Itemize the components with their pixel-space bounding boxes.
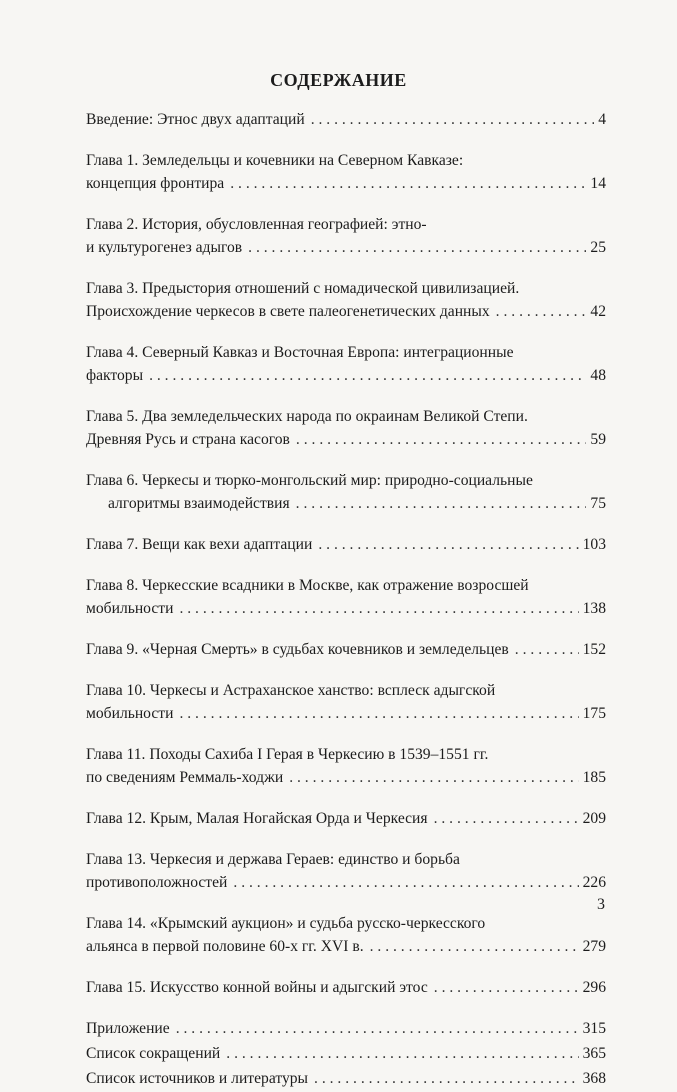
toc-entry-text: Глава 9. «Черная Смерть» в судьбах кочевников и земледельцев: [86, 641, 509, 658]
leader-dots: [515, 638, 579, 661]
toc-entry-text: Глава 2. История, обусловленная географией: этно-: [86, 216, 427, 233]
leader-dots: [149, 364, 586, 387]
toc-entry-chapter-5[interactable]: [86, 405, 606, 451]
toc-entry-text: Глава 4. Северный Кавказ и Восточная Европа: интеграционные: [86, 344, 514, 361]
toc-entry-text: факторы: [86, 367, 144, 384]
toc-page-number: 138: [582, 600, 606, 617]
toc-entry-text: Глава 15. Искусство конной войны и адыгский этос: [86, 979, 428, 996]
toc-page-number: 185: [582, 769, 606, 786]
toc-entry-text: мобильности: [86, 600, 174, 617]
toc-entry-chapter-4[interactable]: [86, 341, 606, 387]
toc-entry-text: Глава 11. Походы Сахиба I Герая в Черкесию в 1539–1551 гг.: [86, 746, 489, 763]
toc-entry-text: Глава 8. Черкесские всадники в Москве, как отражение возросшей: [86, 577, 529, 594]
leader-dots: [296, 492, 587, 515]
toc-entry-chapter-9[interactable]: [86, 638, 606, 661]
toc-page-number: 48: [590, 367, 606, 384]
toc-entry-chapter-1[interactable]: [86, 149, 606, 195]
toc-entry-chapter-12[interactable]: [86, 807, 606, 830]
toc-page-number: 103: [582, 536, 606, 553]
leader-dots: [233, 871, 578, 894]
toc-page-number: 368: [582, 1070, 606, 1087]
leader-dots: [311, 108, 595, 131]
toc-page-number: 4: [598, 111, 606, 128]
toc-page-number: 279: [582, 938, 606, 955]
toc-entry-text: Глава 3. Предыстория отношений с номадической цивилизацией.: [86, 280, 520, 297]
page-number: 3: [597, 896, 605, 913]
toc-entry-text: Введение: Этнос двух адаптаций: [86, 111, 305, 128]
leader-dots: [434, 976, 579, 999]
toc-entry-text: по сведениям Реммаль-ходжи: [86, 769, 284, 786]
toc-entry-chapter-11[interactable]: [86, 743, 606, 789]
toc-entry-text: Глава 5. Два земледельческих народа по окраинам Великой Степи.: [86, 408, 528, 425]
toc-entry-text: Глава 6. Черкесы и тюрко-монгольский мир: природно-социальные: [86, 472, 533, 489]
toc-page-number: 14: [590, 175, 606, 192]
leader-dots: [289, 766, 578, 789]
leader-dots: [179, 702, 578, 725]
toc-page-number: 296: [582, 979, 606, 996]
leader-dots: [176, 1017, 579, 1040]
toc-page-number: 315: [582, 1020, 606, 1037]
leader-dots: [318, 533, 578, 556]
toc-page-number: 75: [590, 495, 606, 512]
page-title: СОДЕРЖАНИЕ: [270, 70, 407, 90]
toc-entry-chapter-8[interactable]: [86, 574, 606, 620]
toc-entry-chapter-2[interactable]: [86, 213, 606, 259]
toc-entry-chapter-14[interactable]: [86, 912, 606, 958]
toc-entry-chapter-10[interactable]: [86, 679, 606, 725]
toc-entry-chapter-15[interactable]: [86, 976, 606, 999]
toc-page-number: 152: [582, 641, 606, 658]
toc-page-number: 42: [590, 303, 606, 320]
leader-dots: [314, 1067, 579, 1090]
toc-entry-text: Глава 10. Черкесы и Астраханское ханство: всплеск адыгской: [86, 682, 496, 699]
toc-entry-text: противоположностей: [86, 874, 228, 891]
toc-entry-introduction[interactable]: [86, 108, 606, 131]
leader-dots: [296, 428, 586, 451]
toc-entry-text: Список сокращений: [86, 1045, 221, 1062]
toc-entry-text: алгоритмы взаимодействия: [108, 495, 290, 512]
toc-entry-text: альянса в первой половине 60-х гг. XVI в.: [86, 938, 364, 955]
toc-entry-text: Глава 14. «Крымский аукцион» и судьба русско-черкесского: [86, 915, 486, 932]
toc-entry-text: Древняя Русь и страна касогов: [86, 431, 290, 448]
leader-dots: [230, 172, 586, 195]
leader-dots: [179, 597, 578, 620]
table-of-contents: [86, 108, 606, 1092]
toc-entry-sources[interactable]: [86, 1067, 606, 1090]
toc-entry-abbreviations[interactable]: [86, 1042, 606, 1065]
toc-entry-text: Глава 7. Вещи как вехи адаптации: [86, 536, 313, 553]
leader-dots: [226, 1042, 578, 1065]
toc-entry-text: Глава 12. Крым, Малая Ногайская Орда и Черкесия: [86, 810, 428, 827]
toc-page-number: 226: [582, 874, 606, 891]
toc-entry-chapter-3[interactable]: [86, 277, 606, 323]
toc-page-number: 25: [590, 239, 606, 256]
toc-entry-chapter-7[interactable]: [86, 533, 606, 556]
toc-entry-chapter-13[interactable]: [86, 848, 606, 894]
toc-page-number: 175: [582, 705, 606, 722]
toc-entry-text: Глава 13. Черкесия и держава Гераев: единство и борьба: [86, 851, 460, 868]
leader-dots: [434, 807, 579, 830]
toc-entry-text: Происхождение черкесов в свете палеогенетических данных: [86, 303, 490, 320]
toc-entry-text: мобильности: [86, 705, 174, 722]
toc-page-number: 209: [582, 810, 606, 827]
toc-page-number: 59: [590, 431, 606, 448]
toc-entry-text: Список источников и литературы: [86, 1070, 309, 1087]
toc-page-number: 365: [582, 1045, 606, 1062]
toc-entry-text: и культурогенез адыгов: [86, 239, 243, 256]
leader-dots: [370, 935, 579, 958]
toc-entry-chapter-6[interactable]: [86, 469, 606, 515]
leader-dots: [496, 300, 587, 323]
toc-entry-text: концепция фронтира: [86, 175, 225, 192]
toc-entry-appendix[interactable]: [86, 1017, 606, 1040]
toc-entry-text: Приложение: [86, 1020, 170, 1037]
toc-entry-text: Глава 1. Земледельцы и кочевники на Северном Кавказе:: [86, 152, 464, 169]
leader-dots: [248, 236, 586, 259]
